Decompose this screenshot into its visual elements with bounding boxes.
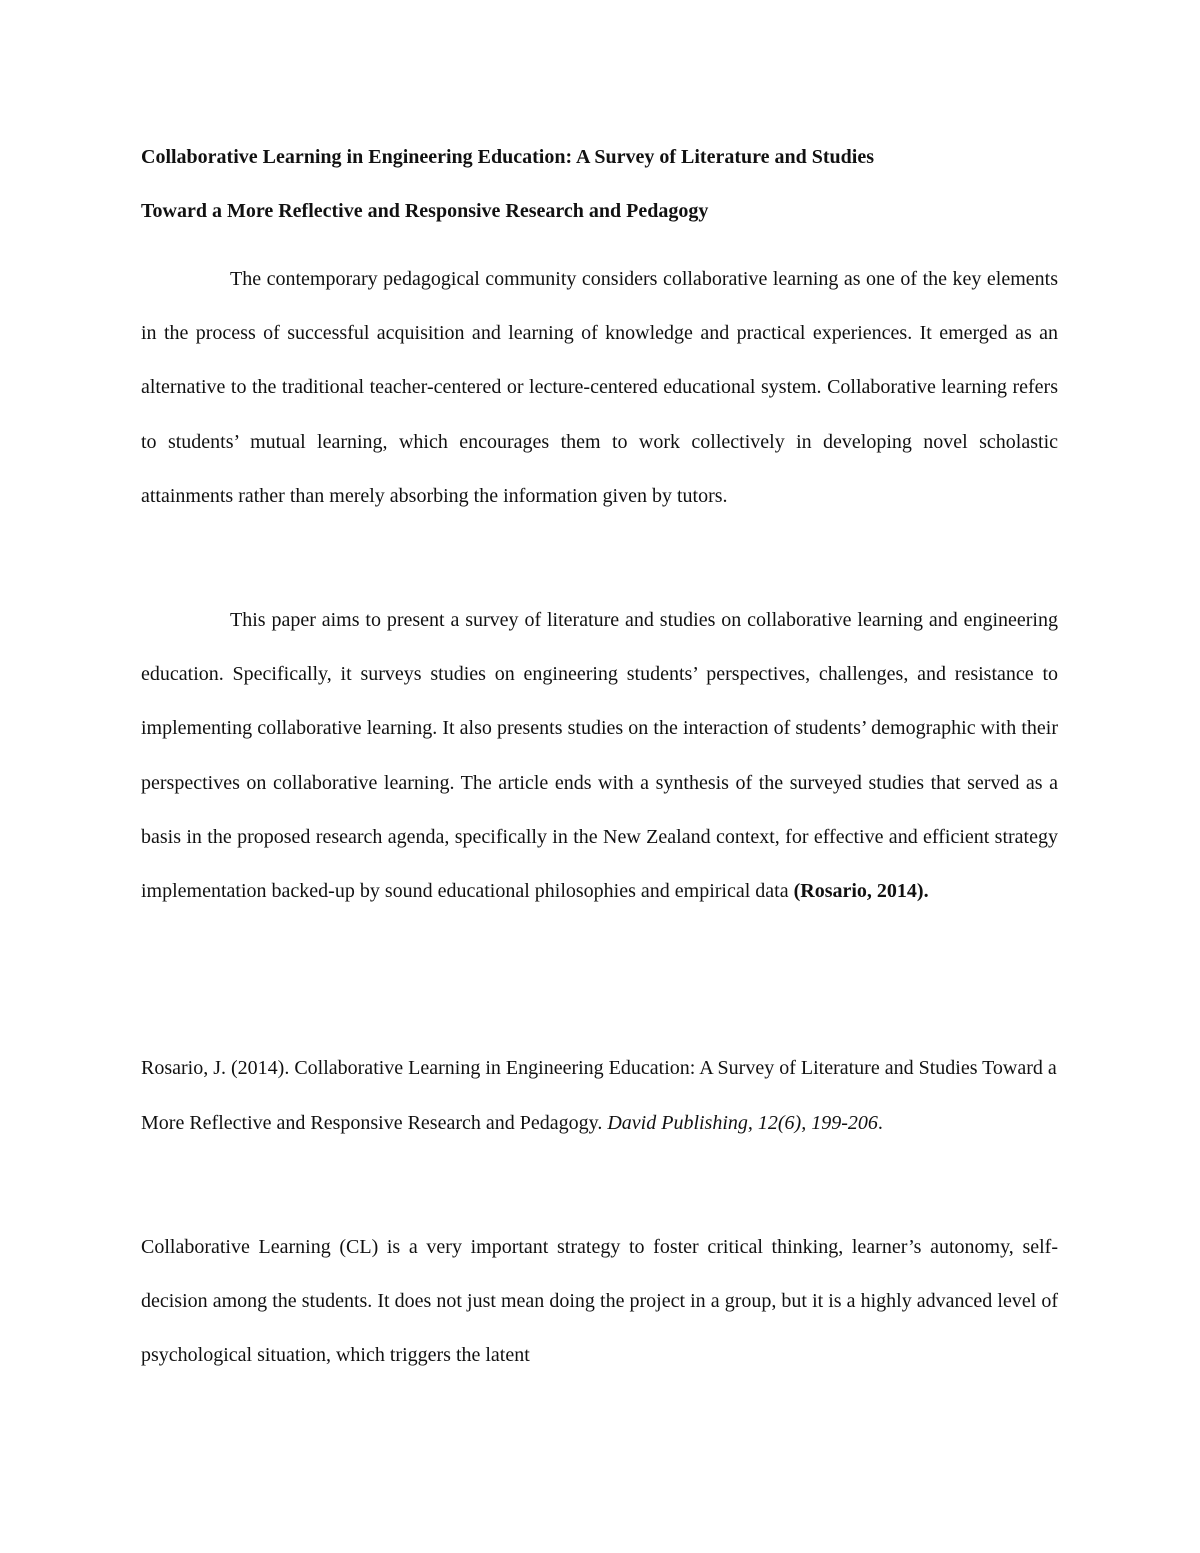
paragraph-2-text: This paper aims to present a survey of literature and studies on collaborative learning and engineering education. Specifically, it surveys studies on engineering students’ perspectives, challenges, and resistance to implementing collaborative learning. It also presents studies on the interaction of students’ demographic with their perspectives on collaborative learning. The article ends with a synthesis of the surveyed studies that served as a basis in the proposed research agenda, specifically in the New Zealand context, for effective and efficient strategy implementation backed-up by sound educational philosophies and empirical data (141, 609, 1058, 903)
title-line-2: Toward a More Reflective and Responsive Research and Pedagogy (141, 200, 709, 222)
paragraph-3: Collaborative Learning (CL) is a very important strategy to foster critical thinking, learner’s autonomy, self-decision among the students. It does not just mean doing the project in a group, but it is a highly advanced level of psychological situation, which triggers the latent (141, 1236, 1058, 1367)
title-line-1: Collaborative Learning in Engineering Education: A Survey of Literature and Studies (141, 146, 875, 168)
paragraph-1: The contemporary pedagogical community considers collaborative learning as one of the key elements in the process of successful acquisition and learning of knowledge and practical experiences. It emerged as an alternative to the traditional teacher-centered or lecture-centered educational system. Collaborative learning refers to students’ mutual learning, which encourages them to work collectively in developing novel scholastic attainments rather than merely absorbing the information given by tutors. (141, 268, 1058, 507)
reference-text: Rosario, J. (2014). Collaborative Learning in Engineering Education: A Survey of Literature and Studies Toward a More Reflective and Responsive Research and Pedagogy. (141, 1057, 1057, 1134)
reference-journal: David Publishing, 12(6), 199-206 (607, 1111, 878, 1134)
paragraph-2 (141, 593, 1058, 918)
citation: (Rosario, 2014). (793, 880, 929, 903)
document-page (141, 0, 1058, 1553)
reference-entry (141, 1041, 1058, 1150)
reference-end: . (877, 1111, 883, 1134)
